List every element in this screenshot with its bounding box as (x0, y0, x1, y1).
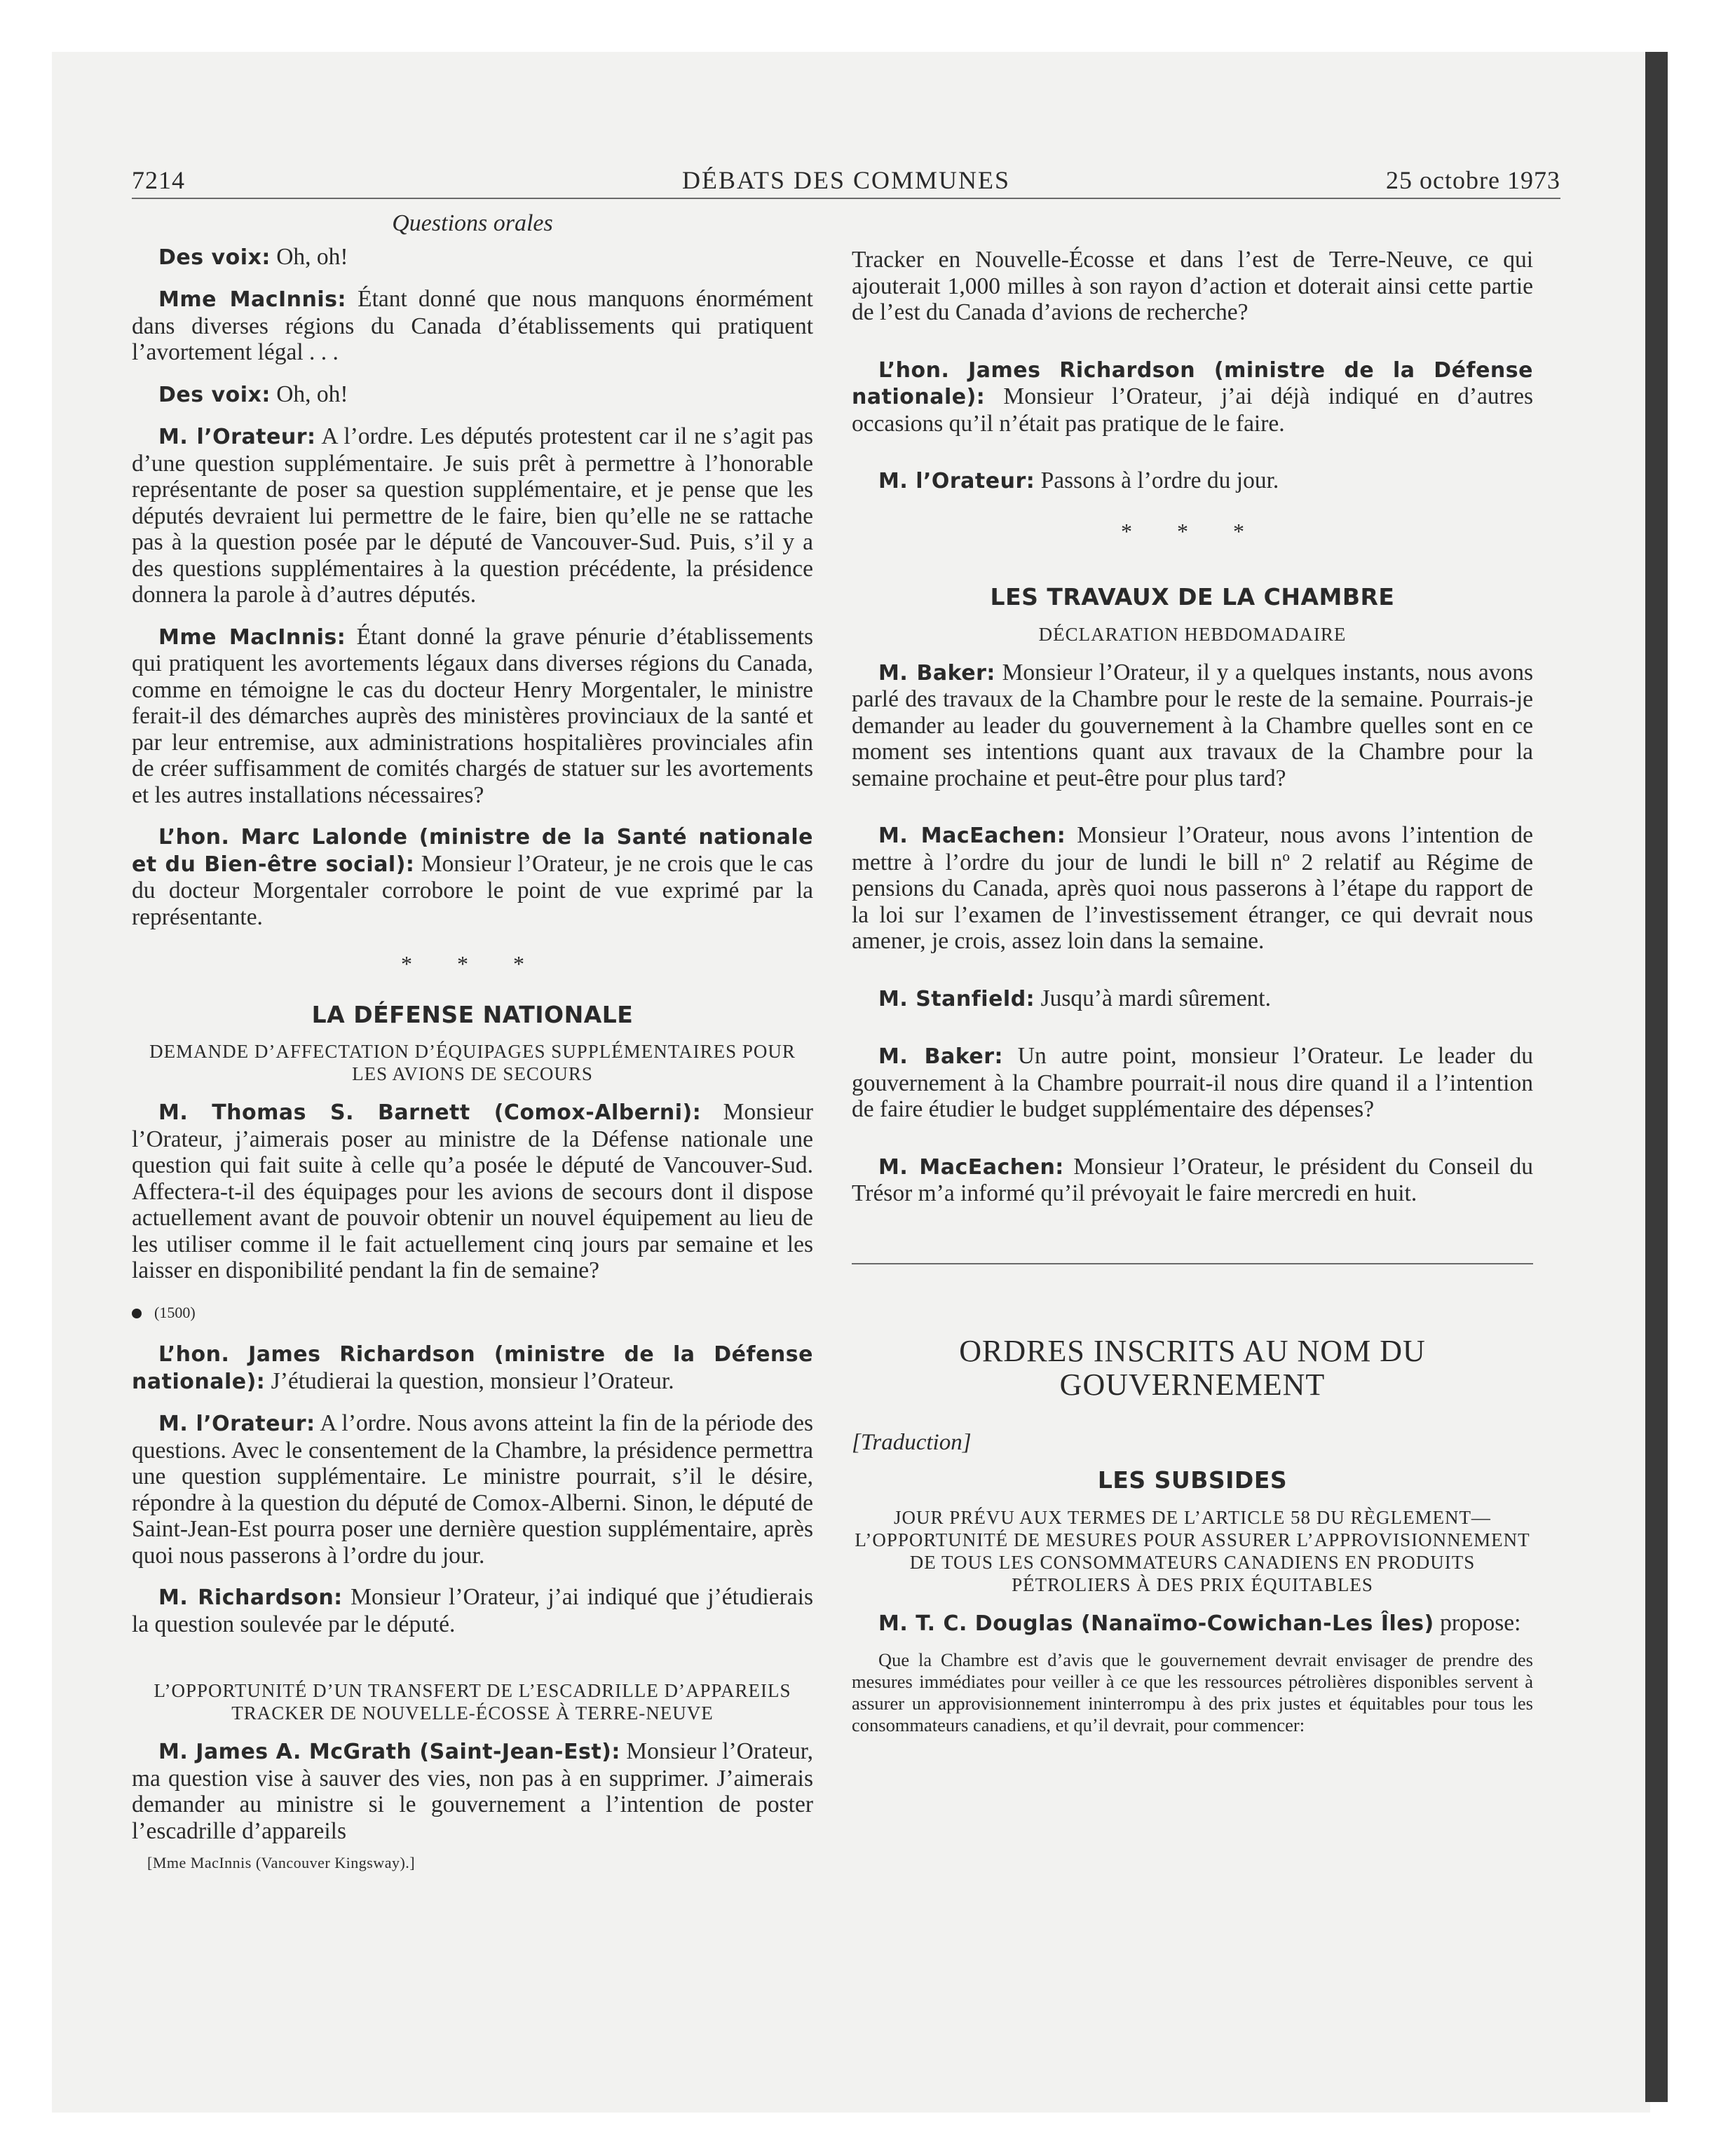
running-head: Questions orales (392, 210, 553, 236)
section-divider-stars: * * * (1121, 518, 1264, 544)
speech-text: Monsieur l’Orateur, ma question vise à sauver des vies, non pas à en supprimer. J’aimerais demander au ministre si le gouvernement a l’intention de poster l’escadrille d’appareils (132, 1738, 813, 1844)
paragraph (852, 247, 1533, 326)
speech-text: Monsieur l’Orateur, je ne crois que le cas du docteur Morgentaler corrobore le point de vue exprimé par la représentante. (132, 850, 813, 930)
paragraph (852, 1610, 1533, 1637)
paragraph (132, 286, 813, 366)
timestamp: (1500) (154, 1303, 196, 1321)
paragraph (852, 1154, 1533, 1207)
bullet-dot-icon (132, 1309, 142, 1318)
paragraph (132, 381, 813, 409)
speaker: M. MacEachen: (878, 824, 1066, 848)
left-column (132, 210, 813, 1876)
paragraph (852, 468, 1533, 495)
speech-text: Étant donné la grave pénurie d’établissements qui pratiquent les avortements légaux dans diverses régions du Canada, comme en témoigne le cas du docteur Henry Morgentaler, le ministre ferait-il des démarches auprès des ministères provinciaux de la santé et par leur entremise, aux administrations hospitalières provinciales afin de créer suffisamment de comités chargés de statuer sur les avortements et les autres installations nécessaires? (132, 623, 813, 808)
paragraph (132, 1341, 813, 1395)
speaker: L’hon. James Richardson (ministre de la Défense nationale): (852, 357, 1533, 409)
paragraph (132, 1410, 813, 1569)
publication-date: 25 octobre 1973 (1386, 166, 1560, 194)
header-rule (132, 198, 1560, 199)
speech-text: A l’ordre. Les députés protestent car il ne s’agit pas d’une question supplémentaire. Je suis prêt à permettre à l’honorable représentante de poser sa question supplémentaire, et je pense que les députés devraient lui permettre de le faire, bien qu’elle ne se rattache pas à la question posée par le député de Vancouver-Sud. Puis, s’il y a des questions supplémentaires à la question précédente, la présidence donnera la parole à d’autres députés. (132, 423, 813, 608)
speaker: M. l’Orateur: (158, 1412, 315, 1436)
paragraph (852, 985, 1533, 1013)
paragraph (132, 824, 813, 930)
subheading: DÉCLARATION HEBDOMADAIRE (1038, 623, 1347, 645)
section-heading: LES TRAVAUX DE LA CHAMBRE (990, 583, 1395, 610)
speaker: M. Stanfield: (878, 986, 1035, 1011)
speaker: M. Thomas S. Barnett (Comox-Alberni): (158, 1100, 702, 1125)
speaker: Mme MacInnis: (158, 287, 347, 312)
speaker: M. MacEachen: (878, 1154, 1064, 1180)
speech-text: Étant donné que nous manquons énormément dans diverses régions du Canada d’établissements qui pratiquent l’avortement légal . . . (132, 286, 813, 365)
speech-text: Oh, oh! (270, 381, 348, 407)
speech-text: Monsieur l’Orateur, le président du Conseil du Trésor m’a informé qu’il prévoyait le faire mercredi en huit. (852, 1153, 1534, 1206)
speech-text: Un autre point, monsieur l’Orateur. Le leader du gouvernement à la Chambre pourrait-il nous dire quand il a l’intention de faire étudier le budget supplémentaire des dépenses? (852, 1043, 1533, 1122)
speech-text: Jusqu’à mardi sûrement. (1035, 985, 1271, 1011)
right-column (852, 210, 1533, 1752)
timestamp-marker (132, 1299, 813, 1326)
speech-text: Monsieur l’Orateur, j’aimerais poser au ministre de la Défense nationale une question qui fait suite à celle qu’a posée le député de Vancouver-Sud. Affectera-t-il des équipages pour les avions de secours dont il dispose actuellement avant de pouvoir obtenir un nouvel équipement au lieu de les utiliser comme il le fait actuellement cinq jours par semaine et les laisser en disponibilité pendant la fin de semaine? (132, 1099, 814, 1283)
paragraph (852, 1043, 1533, 1123)
paragraph (132, 624, 813, 809)
subheading: JOUR PRÉVU AUX TERMES DE L’ARTICLE 58 DU RÈGLEMENT—L’OPPORTUNITÉ DE MESURES POUR ASSURER L’APPROVISIONNEMENT DE TOUS LES CONSOMMATEURS CANADIENS EN PRODUITS PÉTROLIERS À DES PRIX ÉQUITABLES (855, 1506, 1530, 1595)
subheading: L’OPPORTUNITÉ D’UN TRANSFERT DE L’ESCADRILLE D’APPAREILS TRACKER DE NOUVELLE-ÉCOSSE À TERRE-NEUVE (154, 1680, 791, 1724)
section-heading: LES SUBSIDES (1097, 1466, 1288, 1494)
speaker: Des voix: (158, 382, 271, 407)
scan-edge-bar (1645, 52, 1668, 2102)
speaker: M. James A. McGrath (Saint-Jean-Est): (158, 1740, 620, 1764)
paragraph (852, 357, 1533, 437)
speaker: M. l’Orateur: (158, 425, 316, 449)
publication-title: DÉBATS DES COMMUNES (681, 166, 1011, 194)
speaker: Des voix: (158, 245, 271, 270)
speech-text: Monsieur l’Orateur, j’ai déjà indiqué en d’autres occasions qu’il n’était pas pratique de le faire. (852, 383, 1533, 437)
translation-marker (852, 1430, 1533, 1456)
speech-text: Oh, oh! (270, 243, 348, 270)
paragraph (132, 1738, 813, 1844)
motion-text: Que la Chambre est d’avis que le gouvernement devrait envisager de prendre des mesures immédiates pour veiller à ce que les ressources pétrolières disponibles servent à assurer un approvisionnement ininterrompu à des prix justes et équitables pour tous les consommateurs canadiens, et qu’il devrait, pour commencer: (852, 1649, 1533, 1735)
paragraph (132, 244, 813, 271)
paragraph (852, 822, 1533, 955)
speaker-footnote: [Mme MacInnis (Vancouver Kingsway).] (147, 1854, 416, 1871)
section-rule (852, 1263, 1533, 1264)
speaker: Mme MacInnis: (158, 625, 346, 650)
speech-text: Monsieur l’Orateur, il y a quelques instants, nous avons parlé des travaux de la Chambre pour le reste de la semaine. Pourrais-je demander au leader du gouvernement à la Chambre quelles sont en ce moment ses intentions quant aux travaux de la Chambre pour la semaine prochaine et peut-être pour plus tard? (852, 659, 1533, 791)
paragraph (132, 1099, 813, 1284)
speaker: M. Richardson: (158, 1585, 343, 1610)
subheading: DEMANDE D’AFFECTATION D’ÉQUIPAGES SUPPLÉMENTAIRES POUR LES AVIONS DE SECOURS (149, 1041, 796, 1084)
paragraph (852, 660, 1533, 792)
speech-text: propose: (1434, 1609, 1521, 1636)
speaker: M. Baker: (878, 660, 995, 685)
paragraph (132, 1584, 813, 1637)
speech-text: Passons à l’ordre du jour. (1035, 468, 1279, 493)
speech-text: A l’ordre. Nous avons atteint la fin de la période des questions. Avec le consentement de la Chambre, la présidence permettra une question supplémentaire. Le ministre pourrait, s’il le désire, répondre à la question du député de Comox-Alberni. Sinon, le député de Saint-Jean-Est pourra poser une dernière question supplémentaire, après quoi nous passerons à l’ordre du jour. (132, 1410, 813, 1569)
speaker: L’hon. Marc Lalonde (ministre de la Santé nationale et du Bien-être social): (132, 825, 813, 877)
speaker: M. Baker: (878, 1044, 1003, 1069)
paragraph (132, 423, 813, 608)
section-heading: LA DÉFENSE NATIONALE (311, 1000, 634, 1028)
major-heading: ORDRES INSCRITS AU NOM DU GOUVERNEMENT (959, 1333, 1426, 1402)
speech-text: Monsieur l’Orateur, nous avons l’intention de mettre à l’ordre du jour de lundi le bill nº 2 relatif au Régime de pensions du Canada, après quoi nous passerons à l’étape du rapport de la loi sur l’examen de l’investissement étranger, ce qui devrait nous amener, je crois, assez loin dans la semaine. (852, 822, 1533, 954)
section-divider-stars: * * * (401, 951, 544, 976)
speaker: M. T. C. Douglas (Nanaïmo-Cowichan-Les Îles) (878, 1611, 1434, 1636)
speech-text: J’étudierai la question, monsieur l’Orateur. (265, 1367, 674, 1394)
speech-text: Tracker en Nouvelle-Écosse et dans l’est de Terre-Neuve, ce qui ajouterait 1,000 milles à son rayon d’action et doterait ainsi cette partie de l’est du Canada d’avions de recherche? (852, 247, 1533, 325)
page-header (132, 165, 1560, 198)
speaker: L’hon. James Richardson (ministre de la Défense nationale): (132, 1342, 813, 1394)
page-number: 7214 (132, 166, 185, 194)
speaker: M. l’Orateur: (878, 469, 1035, 493)
speech-text: Monsieur l’Orateur, j’ai indiqué que j’étudierais la question soulevée par le député. (132, 1584, 813, 1637)
translation-label: [Traduction] (852, 1429, 972, 1455)
